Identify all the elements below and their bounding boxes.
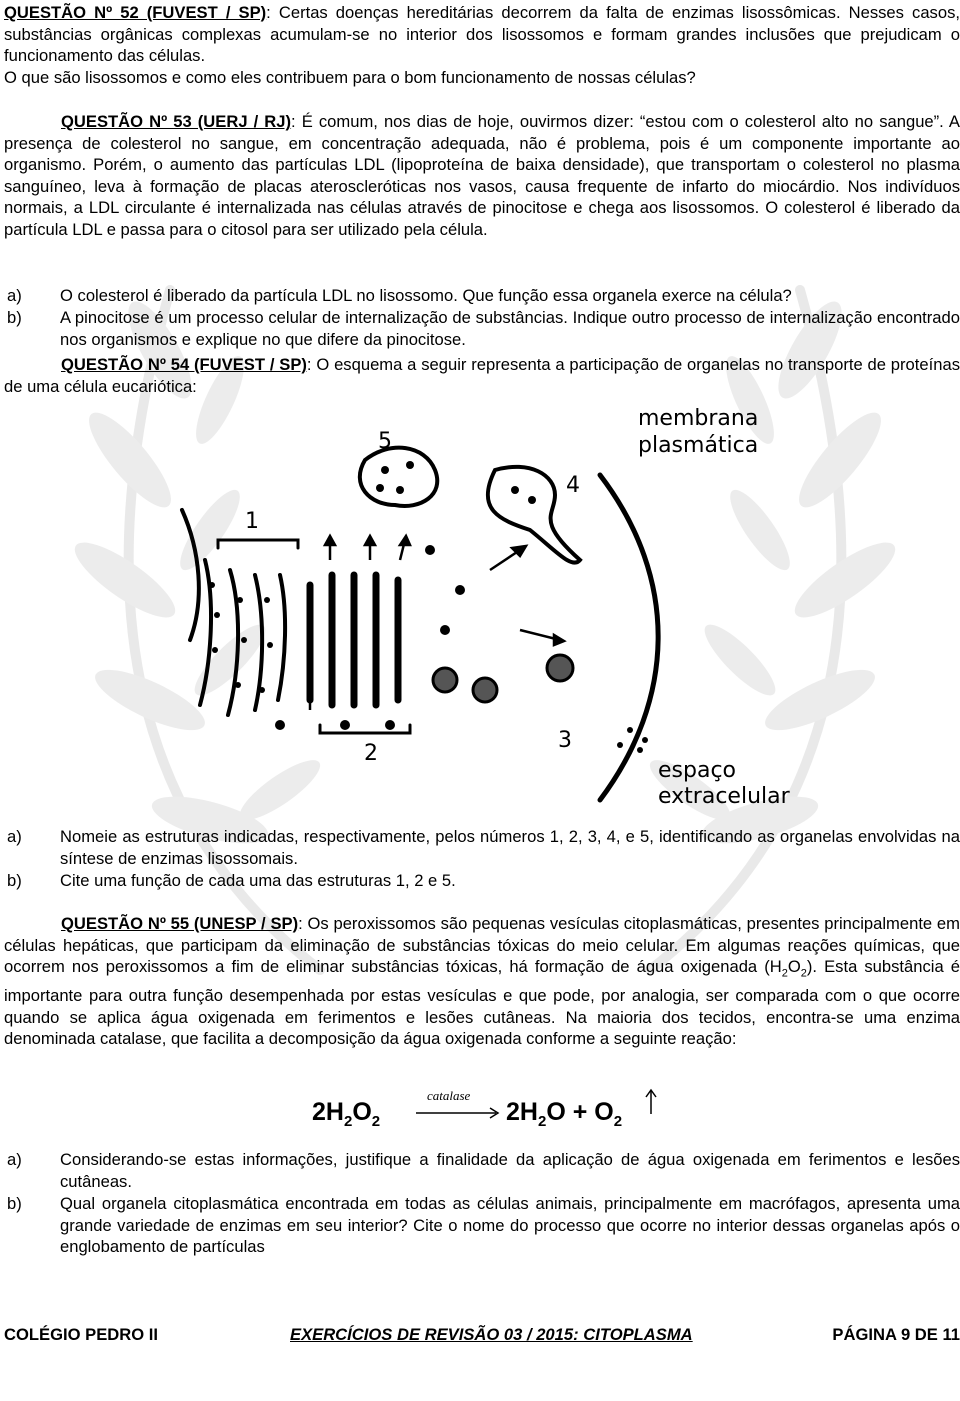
equation-lhs <box>312 1098 380 1130</box>
equation-rhs <box>506 1098 622 1130</box>
eq-rhs-sub: 2 <box>537 1113 547 1130</box>
q55-text-b: O <box>787 957 801 977</box>
q53-heading: QUESTÃO Nº 53 (UERJ / RJ) <box>61 112 292 131</box>
q52-paragraph <box>4 2 960 67</box>
q52-text: : Certas doenças hereditárias decorrem da falta de enzimas lisossômicas. Nesses casos, substâncias orgânicas complexas acumulam-se no interior dos lisossomos e formam grandes inclusões que prejudicam o funcionamento das células. <box>4 3 960 66</box>
bracket-2 <box>320 725 410 733</box>
eq-lhs-part: O <box>352 1098 372 1126</box>
catalase-equation <box>312 1088 672 1136</box>
q54-text: : O esquema a seguir representa a participação de organelas no transporte de proteínas de uma célula eucariótica: <box>4 355 960 396</box>
eq-lhs-sub: 2 <box>343 1113 353 1130</box>
eq-rhs-part: O + O <box>546 1098 614 1126</box>
item-text: A pinocitose é um processo celular de internalização de substâncias. Indique outro processo de internalização encontrado nos organismos e explique no que difere da pinocitose. <box>60 308 960 349</box>
label-number-4: 4 <box>566 473 580 498</box>
item-text: Considerando-se estas informações, justifique a finalidade da aplicação de água oxigenada em ferimentos e lesões cutâneas. <box>60 1150 960 1191</box>
q55-sub-2: 2 <box>800 967 807 980</box>
q53-item-a <box>4 285 960 307</box>
q55-sub-1: 2 <box>781 967 788 980</box>
item-text: Qual organela citoplasmática encontrada em todas as células animais, principalmente em macrófagos, apresenta uma grande variedade de enzimas em seu interior? Cite o nome do processo que ocorre no interior dessas organelas após o englobamento de partículas <box>60 1194 960 1257</box>
label-number-1: 1 <box>245 509 259 534</box>
q52-heading: QUESTÃO Nº 52 (FUVEST / SP) <box>4 3 267 22</box>
eq-catalyst: catalase <box>427 1088 471 1103</box>
q55-item-a <box>4 1149 960 1192</box>
q55-item-b <box>4 1193 960 1258</box>
eq-lhs-part: 2H <box>312 1098 344 1126</box>
label-number-2: 2 <box>364 741 378 766</box>
q54-item-b <box>4 870 960 892</box>
label-membrane-2: plasmática <box>638 433 759 458</box>
gas-release-arrow-icon <box>644 1088 658 1116</box>
q55-text-a: : Os peroxissomos são pequenas vesículas citoplasmáticas, presentes principalmente em células hepáticas, que participam da eliminação de substâncias tóxicas do meio celular. Em algumas reações químicas, que ocorrem nos peroxissomos a fim de eliminar substâncias tóxicas, há formação de água oxigenada (H <box>4 914 960 977</box>
q53-item-b <box>4 307 960 350</box>
eq-lhs-sub: 2 <box>371 1113 381 1130</box>
eq-rhs-part: 2H <box>506 1098 538 1126</box>
organelle-diagram <box>160 400 800 810</box>
label-number-3: 3 <box>558 728 572 753</box>
item-letter: b) <box>7 1194 22 1213</box>
item-letter: b) <box>7 871 22 890</box>
label-space-1: espaço <box>658 758 736 783</box>
q54-item-a <box>4 826 960 869</box>
label-number-5: 5 <box>378 429 392 454</box>
plasma-membrane <box>600 475 658 800</box>
footer-page-number: PÁGINA 9 DE 11 <box>832 1325 960 1344</box>
q53-paragraph <box>4 111 960 241</box>
label-membrane-1: membrana <box>638 406 759 431</box>
q54-paragraph <box>4 354 960 397</box>
reaction-arrow-icon <box>416 1106 502 1120</box>
q52-question: O que são lisossomos e como eles contribuem para o bom funcionamento de nossas células? <box>4 68 696 87</box>
q55-text-c: ). Esta substância é importante para outra função desempenhada por estas vesículas e que pode, por analogia, ser comparada com o que ocorre quando se aplica água oxigenada em ferimentos e lesões cutâneas. Na maioria dos tecidos, encontra-se uma enzima denominada catalase, que facilita a decomposição da água oxigenada conforme a seguinte reação: <box>4 957 960 1049</box>
footer-title: EXERCÍCIOS DE REVISÃO 03 / 2015: CITOPLASMA <box>290 1325 693 1344</box>
item-letter: a) <box>7 1150 22 1169</box>
item-letter: a) <box>7 827 22 846</box>
footer-school: COLÉGIO PEDRO II <box>4 1325 158 1344</box>
q54-heading: QUESTÃO Nº 54 (FUVEST / SP) <box>61 355 307 374</box>
item-text: Cite uma função de cada uma das estruturas 1, 2 e 5. <box>60 871 456 890</box>
q53-text: : É comum, nos dias de hoje, ouvirmos dizer: “estou com o colesterol alto no sangue”. A presença de colesterol no sangue, em concentração adequada, não é problema, pois é um componente importante ao organismo. Porém, o aumento das partículas LDL (lipoproteína de baixa densidade), que transportam o colesterol no plasma sanguíneo, leva à formação de placas ateroscleróticas nos vasos, causa frequente de infarto do miocárdio. Nos indivíduos normais, a LDL circulante é internalizada nas células através de pinocitose e chega aos lisossomos. O colesterol é liberado da partícula LDL e passa para o citosol para ser utilizado pela célula. <box>4 112 960 239</box>
item-text: O colesterol é liberado da partícula LDL no lisossomo. Que função essa organela exerce na célula? <box>60 286 792 305</box>
item-letter: b) <box>7 308 22 327</box>
item-letter: a) <box>7 286 22 305</box>
q55-paragraph <box>4 913 960 1050</box>
q55-heading: QUESTÃO Nº 55 (UNESP / SP) <box>61 914 299 933</box>
bracket-1 <box>218 540 298 548</box>
label-space-2: extracelular <box>658 784 790 809</box>
item-text: Nomeie as estruturas indicadas, respectivamente, pelos números 1, 2, 3, 4, e 5, identificando as organelas envolvidas na síntese de enzimas lisossomais. <box>60 827 960 868</box>
eq-rhs-sub: 2 <box>613 1113 623 1130</box>
